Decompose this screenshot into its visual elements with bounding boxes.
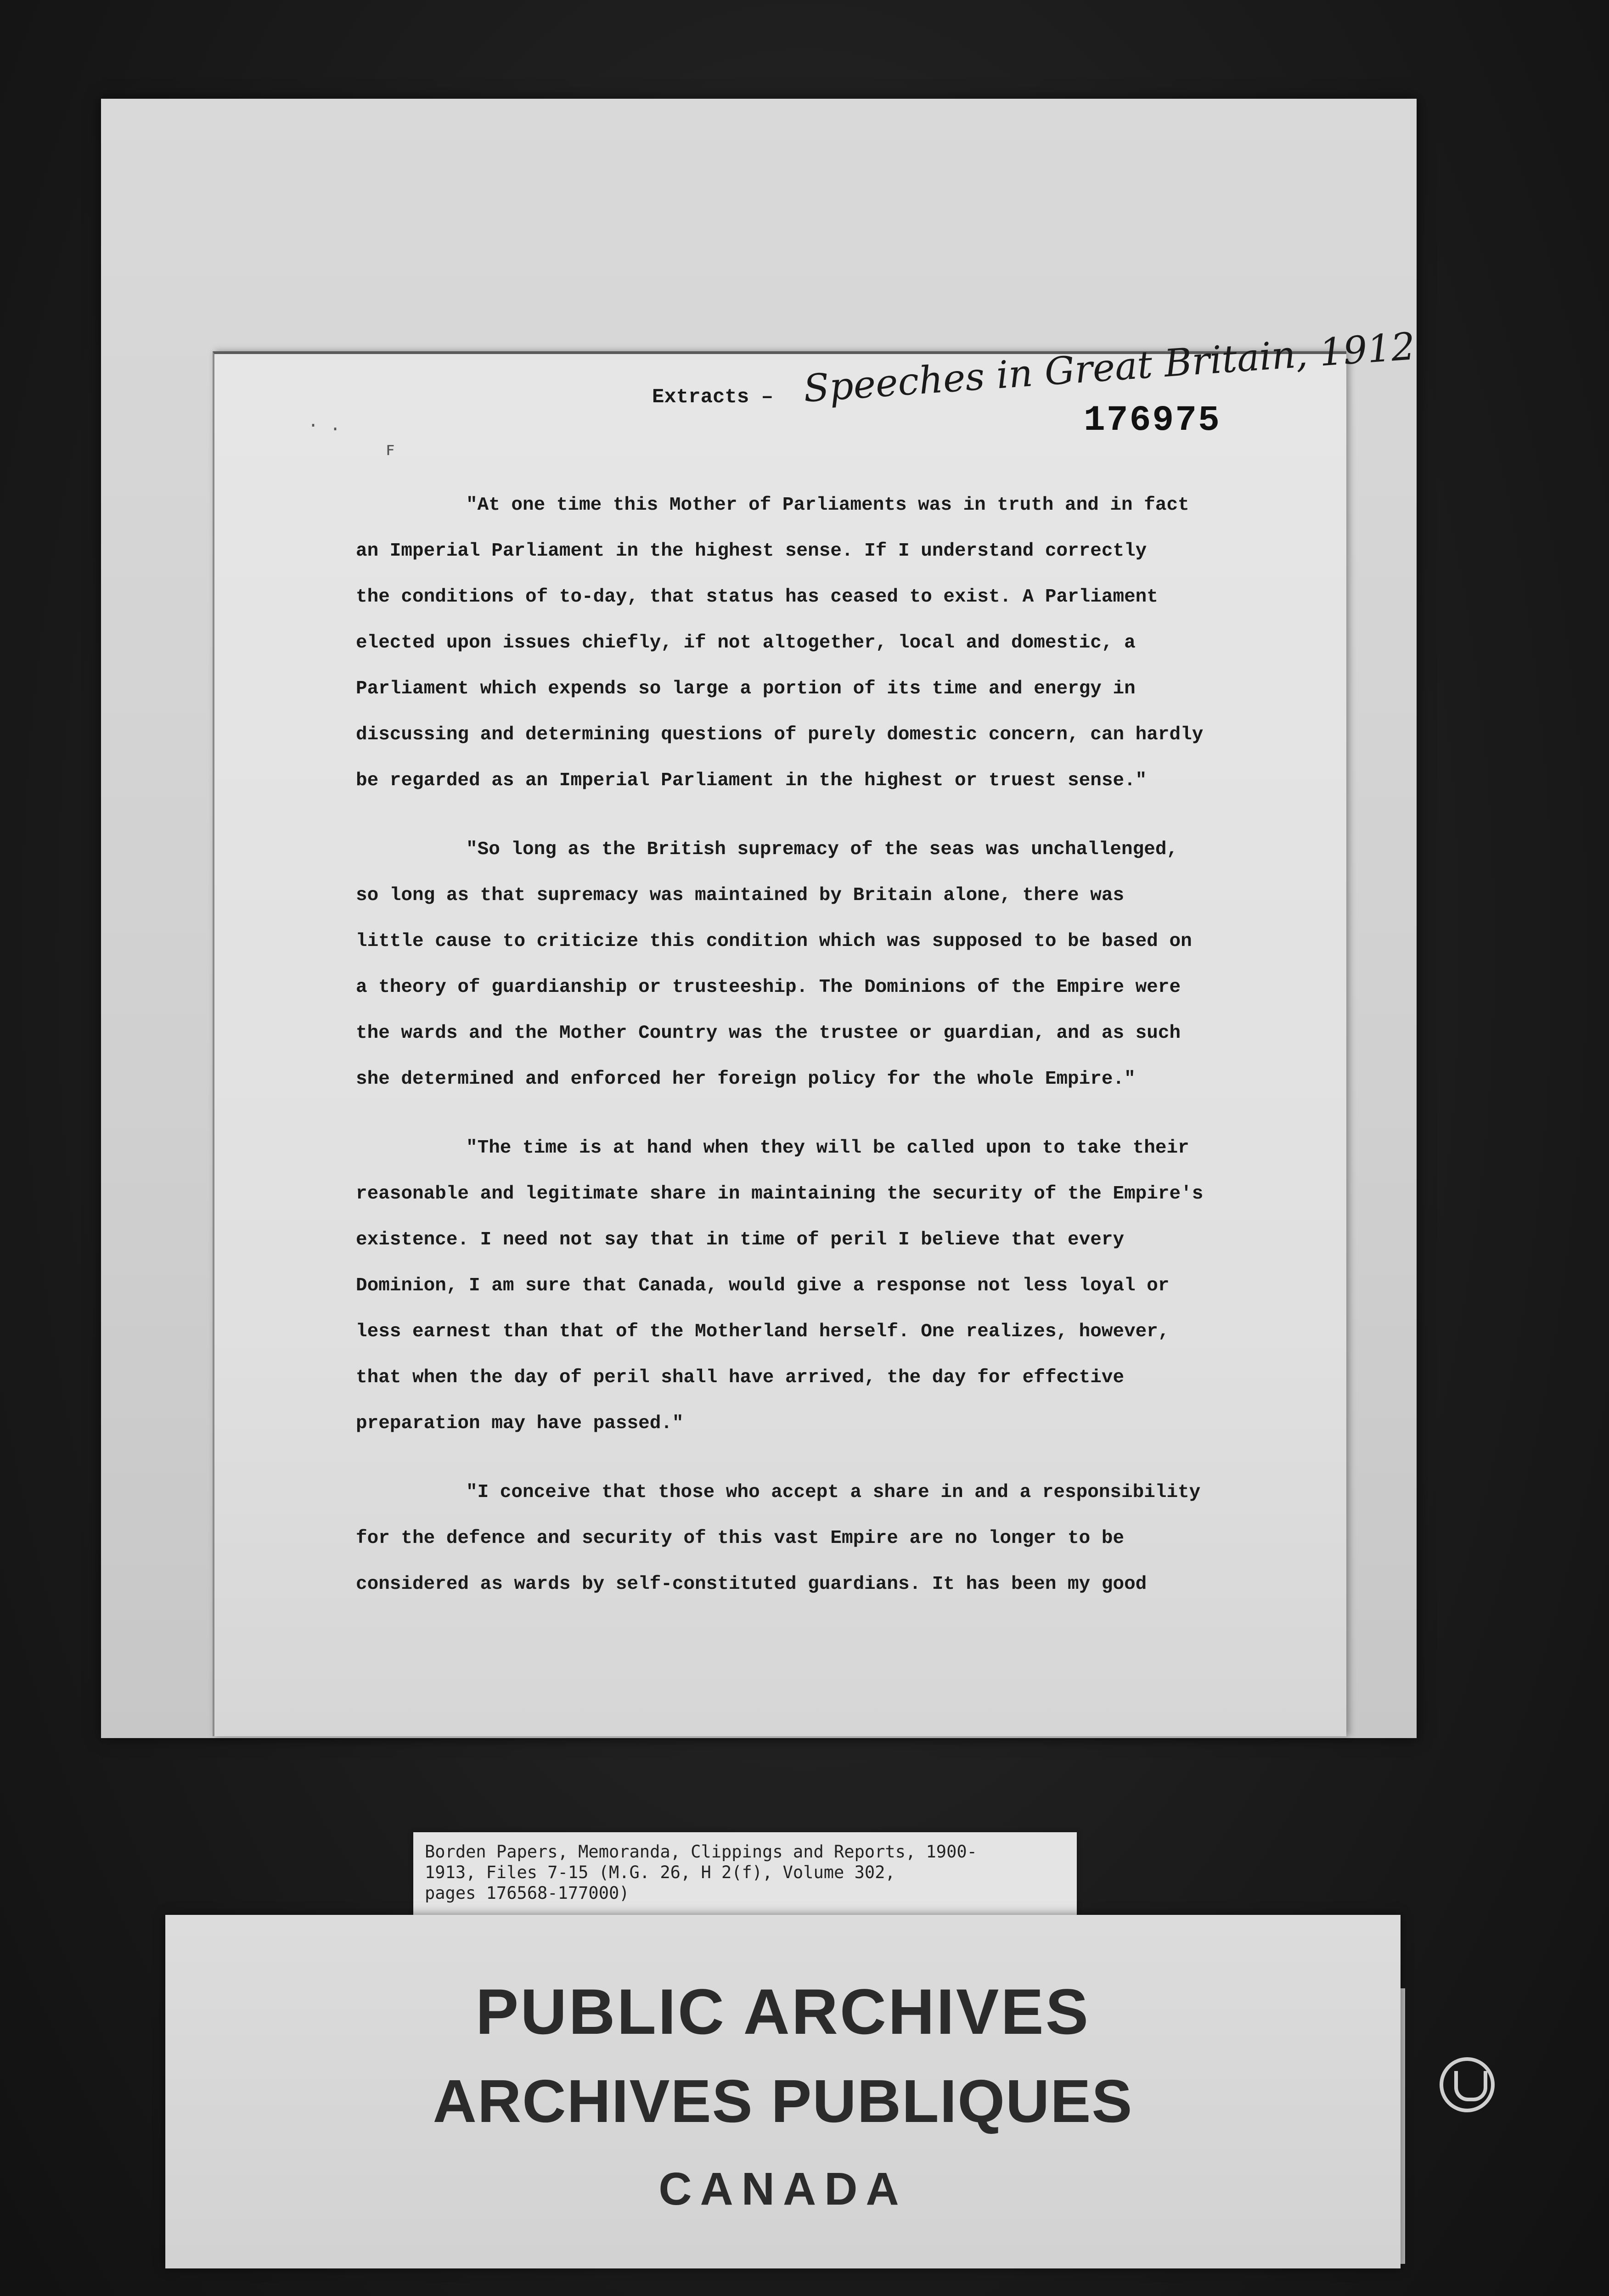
text-line: Parliament which expends so large a portion of its time and energy in: [356, 678, 1136, 699]
text-line: "The time is at hand when they will be called upon to take their: [466, 1137, 1189, 1159]
reference-line: pages 176568-177000): [425, 1883, 630, 1903]
text-line: she determined and enforced her foreign policy for the whole Empire.": [356, 1069, 1136, 1090]
text-line: less earnest than that of the Motherland herself. One realizes, however,: [356, 1321, 1170, 1342]
emblem-inner-shape: [1454, 2071, 1487, 2101]
heading-dash: –: [761, 386, 774, 409]
paragraph-gap: [356, 1102, 1283, 1125]
heading-text: Extracts: [652, 386, 749, 409]
text-line: that when the day of peril shall have arrived, the day for effective: [356, 1367, 1125, 1388]
reference-label: [413, 1832, 1077, 1919]
text-line: so long as that supremacy was maintained by Britain alone, there was: [356, 885, 1125, 906]
text-line: considered as wards by self-constituted guardians. It has been my good: [356, 1574, 1147, 1595]
text-line: elected upon issues chiefly, if not altogether, local and domestic, a: [356, 632, 1136, 653]
text-line: a theory of guardianship or trusteeship. The Dominions of the Empire were: [356, 977, 1181, 998]
text-line: little cause to criticize this condition which was supposed to be based on: [356, 931, 1192, 952]
archive-title-english: PUBLIC ARCHIVES: [475, 1975, 1091, 2048]
reference-line: 1913, Files 7-15 (M.G. 26, H 2(f), Volume 302,: [425, 1863, 895, 1882]
archive-country: CANADA: [658, 2163, 907, 2215]
reference-label-text: [425, 1841, 1072, 1903]
reference-line: Borden Papers, Memoranda, Clippings and Reports, 1900-: [425, 1842, 977, 1862]
text-line: the wards and the Mother Country was the trustee or guardian, and as such: [356, 1023, 1181, 1044]
text-line: the conditions of to-day, that status has ceased to exist. A Parliament: [356, 586, 1158, 608]
text-line: "So long as the British supremacy of the seas was unchallenged,: [466, 839, 1178, 860]
archive-title-french: ARCHIVES PUBLIQUES: [433, 2067, 1133, 2135]
page-heading: [652, 386, 773, 409]
text-line: an Imperial Parliament in the highest sense. If I understand correctly: [356, 540, 1147, 562]
text-line: reasonable and legitimate share in maintaining the security of the Empire's: [356, 1183, 1204, 1204]
text-line: existence. I need not say that in time of peril I believe that every: [356, 1229, 1125, 1250]
text-line: be regarded as an Imperial Parliament in the highest or truest sense.": [356, 770, 1147, 791]
paragraph-gap: [356, 1446, 1283, 1469]
paragraph-3: [356, 1125, 1283, 1446]
text-line: for the defence and security of this vast Empire are no longer to be: [356, 1528, 1125, 1549]
paragraph-gap: [356, 804, 1283, 827]
paragraph-2: [356, 827, 1283, 1102]
archive-card: [165, 1915, 1401, 2268]
text-line: Dominion, I am sure that Canada, would give a response not less loyal or: [356, 1275, 1170, 1296]
stray-pencil-mark-2: ꜰ: [386, 440, 395, 461]
paragraph-4: [356, 1469, 1283, 1607]
text-line: "At one time this Mother of Parliaments was in truth and in fact: [466, 495, 1189, 516]
paragraph-1: [356, 482, 1283, 804]
document-body: [356, 482, 1283, 1607]
text-line: "I conceive that those who accept a share in and a responsibility: [466, 1482, 1201, 1503]
page-number-stamp: 176975: [1084, 400, 1221, 441]
stray-pencil-mark: · .: [308, 416, 341, 436]
handwritten-annotation: Speeches in Great Britain, 1912: [802, 325, 1417, 411]
text-line: preparation may have passed.": [356, 1413, 684, 1434]
text-line: discussing and determining questions of purely domestic concern, can hardly: [356, 724, 1204, 745]
archive-emblem-icon: [1440, 2057, 1495, 2112]
